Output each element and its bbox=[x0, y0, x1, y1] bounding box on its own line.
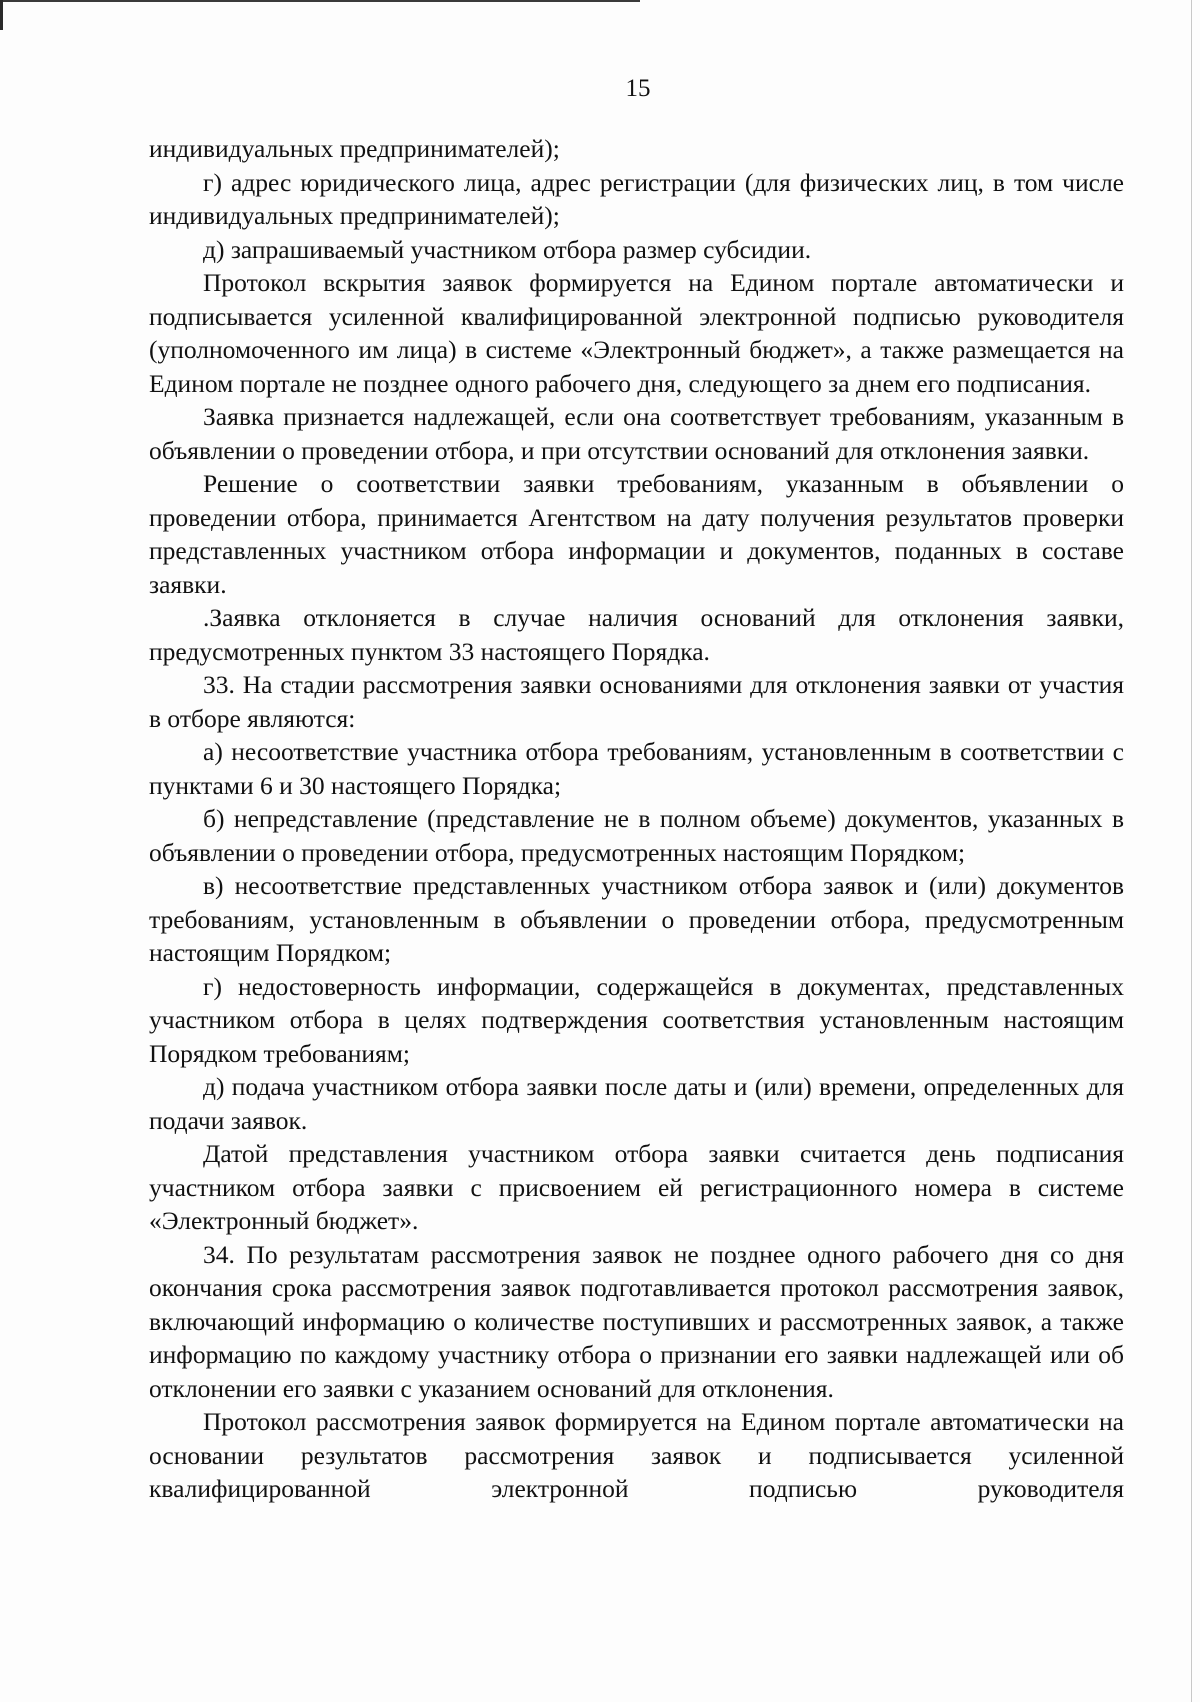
paragraph-submission-date: Датой представления участником отбора заявки считается день подписания участником отбора заявки с присвоением ей регистрационного номера в системе «Электронный бюджет». bbox=[149, 1139, 1124, 1235]
scan-edge-left bbox=[0, 0, 3, 30]
paragraph-proper-application: Заявка признается надлежащей, если она соответствует требованиям, указанным в объявлении о проведении отбора, и при отсутствии оснований для отклонения заявки. bbox=[149, 402, 1124, 465]
paragraph-clause-33-g: г) недостоверность информации, содержащейся в документах, представленных участником отбора в целях подтверждения соответствия установленным настоящим Порядком требованиям; bbox=[149, 971, 1124, 1068]
paragraph-clause-33: 33. На стадии рассмотрения заявки основаниями для отклонения заявки от участия в отборе являются: bbox=[149, 670, 1124, 733]
paragraph-opening-protocol: Протокол вскрытия заявок формируется на Едином портале автоматически и подписывается усиленной квалифицированной электронной подписью руководителя (уполномоченного им лица) в системе «Электронный бюджет», а также размещается на Едином портале не позднее одного рабочего дня, следующего за днем его подписания. bbox=[149, 268, 1124, 398]
paragraph-item-g-address: г) адрес юридического лица, адрес регистрации (для физических лиц, в том числе индивидуальных предпринимателей); bbox=[149, 167, 1124, 230]
paragraph-review-protocol: Протокол рассмотрения заявок формируется на Едином портале автоматически на основании результатов рассмотрения заявок и подписывается усиленной квалифицированной электронной подписью руководителя bbox=[149, 1407, 1124, 1503]
paragraph-item-d-subsidy: д) запрашиваемый участником отбора размер субсидии. bbox=[203, 234, 812, 264]
document-body bbox=[149, 132, 1124, 1506]
scan-edge-right bbox=[1191, 0, 1192, 1702]
scan-edge-top bbox=[0, 0, 640, 2]
paragraph-clause-33-d: д) подача участником отбора заявки после даты и (или) времени, определенных для подачи заявок. bbox=[149, 1072, 1124, 1135]
paragraph-clause-33-b: б) непредставление (представление не в полном объеме) документов, указанных в объявлении о проведении отбора, предусмотренных настоящим Порядком; bbox=[149, 804, 1124, 867]
paragraph-compliance-decision: Решение о соответствии заявки требованиям, указанным в объявлении о проведении отбора, принимается Агентством на дату получения результатов проверки представленных участником отбора информации и документов, поданных в составе заявки. bbox=[149, 469, 1124, 599]
paragraph-clause-33-a: а) несоответствие участника отбора требованиям, установленным в соответствии с пунктами 6 и 30 настоящего Порядка; bbox=[149, 737, 1124, 800]
paragraph-continuation: индивидуальных предпринимателей); bbox=[149, 134, 560, 163]
page-number: 15 bbox=[625, 75, 651, 102]
paragraph-clause-33-v: в) несоответствие представленных участником отбора заявок и (или) документов требованиям, установленным в объявлении о проведении отбора, предусмотренным настоящим Порядком; bbox=[149, 871, 1124, 967]
paragraph-clause-34: 34. По результатам рассмотрения заявок не позднее одного рабочего дня со дня окончания срока рассмотрения заявок подготавливается протокол рассмотрения заявок, включающий информацию о количестве поступивших и рассмотренных заявок, а также информацию по каждому участнику отбора о признании его заявки надлежащей или об отклонении его заявки с указанием оснований для отклонения. bbox=[149, 1239, 1124, 1403]
paragraph-rejection: .Заявка отклоняется в случае наличия оснований для отклонения заявки, предусмотренных пунктом 33 настоящего Порядка. bbox=[149, 603, 1124, 666]
